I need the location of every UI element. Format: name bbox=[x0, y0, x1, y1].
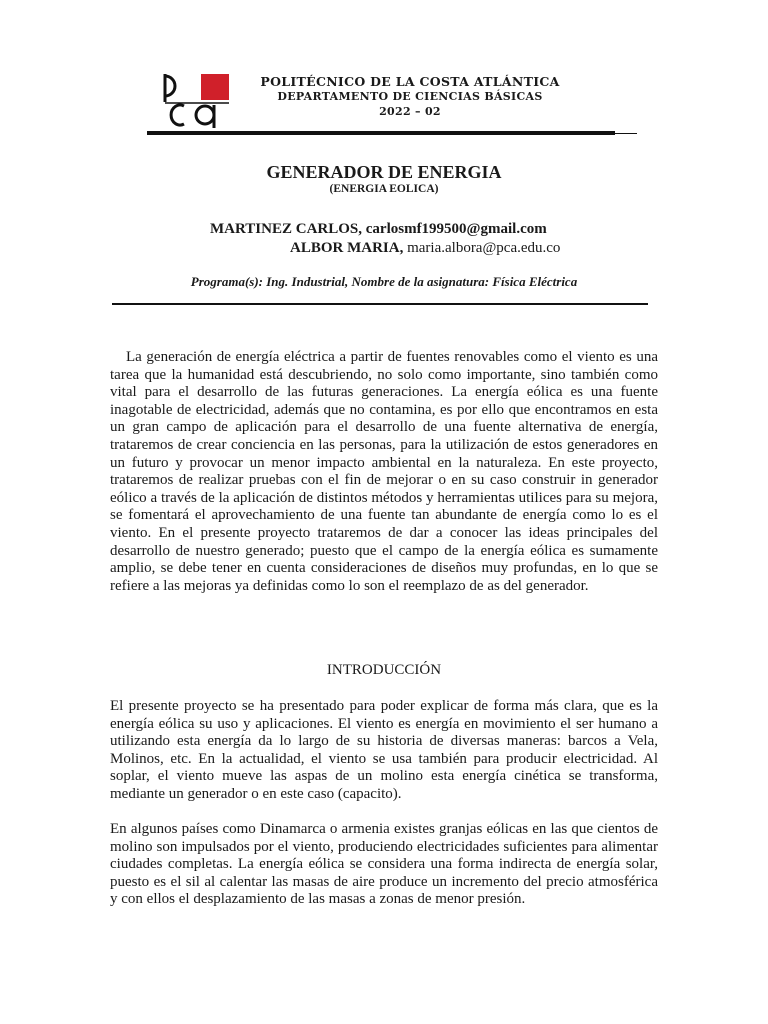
institution-name: POLITÉCNICO DE LA COSTA ATLÁNTICA bbox=[260, 74, 560, 89]
document-title: GENERADOR DE ENERGIA bbox=[266, 162, 502, 182]
pca-logo bbox=[163, 72, 231, 130]
section-divider bbox=[112, 303, 648, 305]
author-email: maria.albora@pca.edu.co bbox=[407, 240, 561, 256]
author-line-2 bbox=[290, 240, 560, 257]
section-heading: INTRODUCCIÓN bbox=[326, 662, 442, 678]
body-paragraph: El presente proyecto se ha presentado para poder explicar de forma más clara, que es la energía eólica su uso y aplicaciones. El viento es energía en movimiento el ser humano a utilizando esta energía da lo largo de su historia de diversas maneras: barcos a Vela, Molinos, etc. En la actualidad, el viento se usa también para producir electricidad. Al soplar, el viento mueve las aspas de un molino esta energía cinética se transforma, mediante un generador o en este caso (capacito). bbox=[110, 698, 658, 802]
program-line: Programa(s): Ing. Industrial, Nombre de la asignatura: Física Eléctrica bbox=[190, 274, 578, 289]
academic-period: 2022 – 02 bbox=[379, 105, 441, 118]
abstract-paragraph: La generación de energía eléctrica a partir de fuentes renovables como el viento es una tarea que la humanidad está descubriendo, no solo como importante, sino también como vital para el desarrollo de las futuras generaciones. La energía eólica es una fuente inagotable de electricidad, además que no contamina, es por ello que encontramos en esta un gran campo de aplicación para el desarrollo de una fuente alternativa de energía, trataremos de crear conciencia en las personas, para la utilización de estos generadores en un futuro y provocar un menor impacto ambiental en la naturaleza. En este proyecto, trataremos de realizar pruebas con el fin de mejorar o en su caso construir in generador eólico a través de la aplicación de distintos métodos y herramientas utilices para su mejora, se fomentará el aprovechamiento de una fuente tan abundante de energía como lo es el viento. En el presente proyecto trataremos de dar a conocer las ideas principales del desarrollo de nuestro generado; puesto que el campo de la energía eólica es sumamente amplio, se debe tener en cuenta consideraciones de diseños muy profundas, en lo que se refiere a las mejoras ya definidas como lo son el reemplazo de as del generador. bbox=[110, 349, 658, 594]
department-name: DEPARTAMENTO DE CIENCIAS BÁSICAS bbox=[277, 90, 543, 103]
header-rule bbox=[147, 131, 615, 135]
header-rule-tail bbox=[615, 133, 637, 134]
document-subtitle: (ENERGIA EOLICA) bbox=[329, 183, 439, 195]
svg-text:pca: pca bbox=[163, 72, 165, 73]
author-email: carlosmf199500@gmail.com bbox=[365, 221, 547, 237]
author-name: MARTINEZ CARLOS, bbox=[210, 221, 362, 237]
author-name: ALBOR MARIA, bbox=[290, 240, 404, 256]
author-line-1 bbox=[210, 221, 547, 238]
body-paragraph: En algunos países como Dinamarca o armenia existes granjas eólicas en las que cientos de molino son impulsados por el viento, produciendo electricidades suficientes para alimentar ciudades completas. La energía eólica se considera una forma indirecta de energía solar, puesto es el sil al calentar las masas de aire produce un incremento del precio atmosférica y con ellos el desplazamiento de las masas a zonas de menor presión. bbox=[110, 821, 658, 908]
